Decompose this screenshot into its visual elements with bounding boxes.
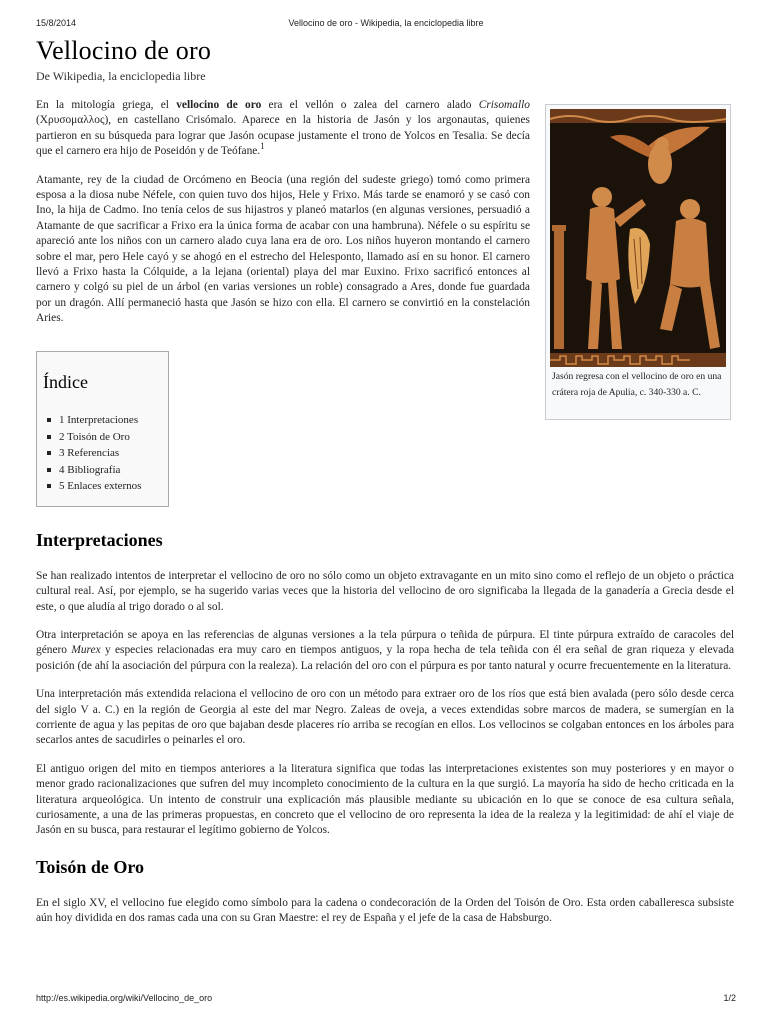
paragraph-text: Otra interpretación se apoya en las referencias de algunas versiones a la tela púrpura o teñida de púrpura. El tinte púrpura extraído de caracoles del género (36, 628, 734, 657)
toc-item-interpretaciones[interactable]: 1 Interpretaciones (59, 412, 141, 429)
toc-list (59, 412, 141, 495)
interpretaciones-paragraph-4: El antiguo origen del mito en tiempos anteriores a la literatura significa que todas las interpretaciones existentes son muy posteriores y en mayor o menor grado racionalizaciones que sufren del muy incompleto conocimiento de la cultura en la que surgió. La mayoría ha sido de hecho criticada en la literatura arqueológica. Un intento de construir una explicación más plausible mediante su ubicación en lo que se conoce de esa cultura señala, curiosamente, a una de las primeras propuestas, en concreto que el vellocino de oro representa la idea de la realeza y la legitimidad: de ahí el viaje de Jasón en su busca, para restaurar el legítimo gobierno de Yolcos. (36, 762, 734, 837)
site-tagline: De Wikipedia, la enciclopedia libre (36, 69, 206, 83)
reference-link[interactable]: 1 (260, 141, 265, 152)
intro-text: (Χρυσομαλλος), en castellano Crisómalo. Aparece en la historia de Jasón y los argonautas, quienes partieron en su búsqueda para lograr que Jasón ocupase justamente el trono de Yolcos en Tesalia. Se decía que el carnero era hijo de Poseidón y de Teófane. (36, 114, 530, 158)
print-date: 15/8/2014 (36, 18, 77, 28)
toc-item-referencias[interactable]: 3 Referencias (59, 445, 141, 462)
toc-item-enlaces-externos[interactable]: 5 Enlaces externos (59, 478, 141, 495)
term-bold: vellocino de oro (176, 99, 262, 111)
intro-text: era el vellón o zalea del carnero alado (261, 99, 479, 111)
toc-title: Índice (43, 372, 88, 392)
heading-toison-de-oro: Toisón de Oro (36, 856, 145, 877)
murex-italic: Murex (71, 644, 101, 657)
ram-name-link[interactable]: Crisomallo (478, 99, 530, 111)
toison-paragraph-1: En el siglo XV, el vellocino fue elegido como símbolo para la cadena o condecoración de la Orden del Toisón de Oro. Esta orden caballeresca subsiste aún hoy dividida en dos ramas cada una con su Gran Maestre: el rey de España y el jefe de la casa de Habsburgo. (36, 896, 734, 925)
table-of-contents (36, 351, 169, 507)
heading-interpretaciones: Interpretaciones (36, 529, 163, 550)
print-document-title: Vellocino de oro - Wikipedia, la enciclopedia libre (288, 18, 484, 28)
krater-image[interactable] (550, 109, 726, 367)
interpretaciones-paragraph-2 (36, 628, 734, 674)
print-url: http://es.wikipedia.org/wiki/Vellocino_de_oro (36, 993, 213, 1003)
intro-paragraph-2: Atamante, rey de la ciudad de Orcómeno en Beocia (una región del sudeste griego) tomó como primera esposa a la diosa nube Néfele, con quien tuvo dos hijos, Hele y Frixo. Más tarde se enamoró y se casó con Ino, la hija de Cadmo. Ino tenía celos de sus hijastros y planeó matarlos (en algunas versiones, persuadió a Atamante de que sacrificar a Frixo era la única forma de acabar con una hambruna). Néfele o su espíritu se apareció ante los niños con un carnero alado cuya lana era de oro. Los niños huyeron montando el carnero sobre el mar, pero Hele cayó y se ahogó en el estrecho del Helesponto, llamado así en su honor. El carnero llevó a Frixo hasta la Cólquide, a la lejana (oriental) playa del mar Euxino. Frixo sacrificó entonces al carnero y colgó su piel de un árbol (en varias versiones un roble) consagrado a Ares, donde fue guardada por un dragón. Allí permaneció hasta que Jasón se hizo con ella. El carnero se convirtió en la constelación Aries. (36, 173, 530, 325)
image-caption: Jasón regresa con el vellocino de oro en una crátera roja de Apulia, c. 340-330 a. C. (552, 371, 722, 398)
toc-item-toison-de-oro[interactable]: 2 Toisón de Oro (59, 429, 141, 446)
paragraph-text: y especies relacionadas era muy caro en tiempos antiguos, y la ropa hecha de tela teñida con él era señal de gran riqueza y elevada posición (de ahí la asociación del púrpura con la realeza). La relación del oro con el púrpura es por tanto natural y ocurre frecuentemente en la literatura. (36, 644, 735, 672)
red-figure-vase-illustration (550, 109, 726, 367)
interpretaciones-paragraph-3: Una interpretación más extendida relaciona el vellocino de oro con un método para extraer oro de los ríos que está bien avalada (pero sólo desde cerca del siglo V a. C.) en la región de Georgia al este del mar Negro. Zaleas de oveja, a veces extendidas sobre marcos de madera, se sumergían en la corriente de agua y las pepitas de oro que bajaban desde placeres río arriba se recogían en ellos. Los vellocinos se colgaban entonces en los árboles para secarlos antes de sacudirles o peinarles el oro. (36, 688, 734, 747)
page-number: 1/2 (723, 993, 736, 1003)
image-thumbnail[interactable] (545, 104, 731, 420)
intro-text: En la mitología griega, el (36, 99, 177, 111)
toc-item-bibliografia[interactable]: 4 Bibliografía (59, 462, 141, 479)
interpretaciones-paragraph-1: Se han realizado intentos de interpretar el vellocino de oro no sólo como un objeto extravagante en un mito sino como el reflejo de un objeto o práctica cultural real. Así, por ejemplo, se ha sugerido varias veces que la historia del vellocino de oro significaba la llegada de la ganadería a Grecia desde el este, o que aludía al trigo dorado o al sol. (36, 569, 734, 613)
intro-paragraph-1 (36, 98, 530, 160)
page-title: Vellocino de oro (36, 36, 212, 65)
